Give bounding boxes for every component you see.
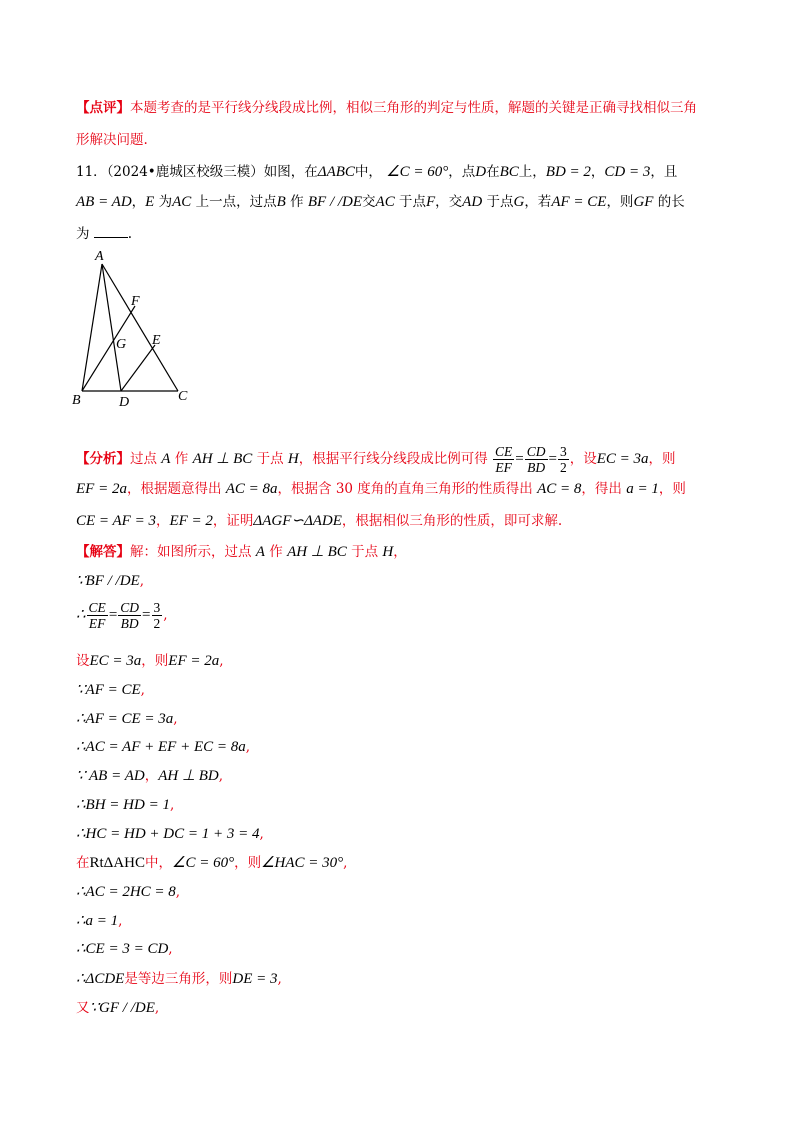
comma: , (219, 653, 224, 669)
math-expr: G (513, 194, 525, 210)
comment-text-2: 形解决问题. (76, 132, 148, 148)
problem-number: 11． (76, 164, 107, 180)
math-expr: AD (462, 194, 483, 210)
problem-text: 的长 (657, 194, 685, 210)
problem-text: 上一点，过点 (195, 194, 277, 210)
math-expr: B (276, 194, 286, 210)
solution-line-12 (76, 911, 122, 931)
math-expr: ∴HC = HD + DC = 1 + 3 = 4 (76, 826, 260, 842)
problem-text: 为 (76, 226, 90, 242)
comma: , (169, 797, 175, 813)
solution-line-5 (76, 709, 178, 729)
problem-text: 中， (354, 164, 382, 180)
analysis-text: ，根据平行线分线段成比例可得 (298, 451, 488, 467)
math-expr: ΔABC (317, 164, 355, 180)
solution-line-14 (76, 969, 282, 989)
fraction-cd-bd: $\frac{CD}{BD}$ (120, 600, 140, 631)
analysis-text: ，得出 (581, 481, 622, 497)
math-expr: AC (375, 194, 395, 210)
problem-text: ，交 (435, 194, 463, 210)
comment-tag: 【点评】 (76, 100, 130, 116)
solution-text: 解：如图所示，过点 (130, 544, 252, 560)
math-expr: a = 1 (626, 481, 659, 497)
math-expr: ∴CE = 3 = CD (76, 941, 169, 957)
comma: ， (144, 768, 159, 784)
solution-text: 在 (76, 855, 90, 871)
problem-text: 交 (362, 194, 376, 210)
problem-text: ，点 (448, 164, 476, 180)
analysis-text: ，根据相似三角形的性质，即可求解. (341, 513, 563, 529)
comma: , (154, 1000, 160, 1016)
problem-text: 于点 (399, 194, 426, 210)
solution-text: ，则 (234, 855, 262, 871)
solution-line-11 (76, 882, 180, 902)
solution-line-2: ∴ $\frac{CE}{EF}$ = $\frac{CD}{BD}$ = $\frac{3}{2}$ , (76, 600, 168, 631)
solution-line-6 (76, 737, 250, 757)
analysis-text: ，证明 (212, 513, 254, 529)
solution-line-10 (76, 853, 347, 873)
fraction-cd-bd: $\frac{CD}{BD}$ (526, 444, 546, 475)
solution-text: 又 (76, 1000, 90, 1016)
problem-text: 于点 (486, 194, 514, 210)
math-expr: A (255, 544, 265, 560)
math-expr: ∴a = 1 (76, 913, 119, 929)
math-expr: ∴AF = CE = 3a (76, 711, 174, 727)
solution-line-8 (76, 795, 174, 815)
math-expr: ∵ AB = AD (76, 768, 145, 784)
math-expr: AC = 8 (537, 481, 582, 497)
math-expr: BC (499, 164, 519, 180)
solution-text: 设 (76, 653, 90, 669)
comment-line-2 (76, 130, 148, 150)
math-expr: H (287, 451, 299, 467)
math-expr: EC = 3a (89, 653, 142, 669)
answer-blank (94, 225, 128, 238)
label-D: D (119, 395, 130, 408)
math-expr: EC = 3a (596, 451, 649, 467)
solution-line-13 (76, 939, 173, 959)
problem-text: 作 (290, 194, 304, 210)
comma: , (175, 884, 181, 900)
math-expr: A (161, 451, 171, 467)
solution-line-1 (76, 571, 144, 591)
segment-AB (82, 264, 102, 391)
problem-text: ，且 (650, 164, 678, 180)
math-expr: AB = AD (76, 194, 132, 210)
geometry-figure (70, 248, 200, 408)
solution-text: 于点 (351, 544, 379, 560)
solution-line-3 (76, 651, 224, 671)
analysis-tag: 【分析】 (76, 451, 130, 467)
label-F: F (131, 294, 140, 309)
comment-text-1: 本题考查的是平行线分线段成比例，相似三角形的判定与性质，解题的关键是正确寻找相似三角 (130, 100, 697, 116)
solution-text: 作 (269, 544, 283, 560)
problem-text: ， (590, 164, 605, 180)
math-expr: ∵BF / /DE (76, 573, 140, 589)
math-expr: DE = 3 (232, 971, 278, 987)
fraction-ce-ef: $\frac{CE}{EF}$ (495, 444, 513, 475)
problem-text: 上， (518, 164, 546, 180)
comma: , (173, 711, 178, 727)
comma: , (218, 768, 224, 784)
math-expr: ∴ΔCDE (76, 971, 125, 987)
solution-text: ， (393, 544, 407, 560)
math-expr: AH ⊥ BC (192, 451, 253, 467)
comma: , (277, 971, 282, 987)
label-G: G (116, 337, 127, 352)
solution-line-9 (76, 824, 264, 844)
fraction-3-2: $\frac{3}{2}$ (153, 600, 161, 631)
comma: , (343, 855, 348, 871)
comma: , (163, 607, 168, 623)
fraction-ce-ef: $\frac{CE}{EF}$ (88, 600, 106, 631)
math-expr: CD = 3 (604, 164, 651, 180)
solution-line-0 (76, 542, 407, 562)
math-expr: E (145, 194, 155, 210)
math-expr: EF = 2 (169, 513, 213, 529)
math-expr: ΔAGF∽ΔADE (253, 513, 342, 529)
solution-line-15 (76, 998, 159, 1018)
analysis-line-1: 【分析】过点 A 作 AH ⊥ BC 于点 H，根据平行线分线段成比例可得 $\frac{CE}{EF}$ = $\frac{CD}{BD}$ = $\frac{3}{2}$ ，设EC = 3a，则 (76, 444, 676, 475)
label-A: A (95, 249, 104, 264)
solution-tag: 【解答】 (76, 544, 130, 560)
math-expr: ∴ (76, 607, 86, 623)
analysis-text: ，则 (658, 481, 686, 497)
math-expr: ∴BH = HD = 1 (76, 797, 170, 813)
analysis-text: ，则 (648, 451, 676, 467)
problem-text: ，则 (606, 194, 634, 210)
math-expr: F (426, 194, 436, 210)
math-expr: CE = AF = 3 (76, 513, 156, 529)
math-expr: ∴AC = AF + EF + EC = 8a (76, 739, 246, 755)
analysis-line-3 (76, 511, 562, 531)
comma: , (139, 573, 144, 589)
math-expr: RtΔAHC (89, 855, 145, 871)
problem-line-3: 为 . (76, 226, 133, 242)
math-expr: ∠HAC = 30° (261, 855, 344, 871)
math-expr: AH ⊥ BC (287, 544, 347, 560)
math-expr: EF = 2a (76, 481, 127, 497)
problem-text: ，若 (524, 194, 552, 210)
comma: , (168, 941, 173, 957)
segment-BF (82, 306, 135, 391)
solution-text: 是等边三角形，则 (124, 971, 233, 987)
segment-AC (102, 264, 178, 391)
analysis-text: 作 (174, 451, 189, 467)
solution-line-4 (76, 680, 145, 700)
solution-text: ，则 (141, 653, 169, 669)
math-expr: ∠C = 60° (386, 164, 449, 180)
analysis-text: ，根据题意得出 (126, 481, 222, 497)
analysis-text: ， (155, 513, 170, 529)
comma: , (245, 739, 251, 755)
problem-source: （2024•鹿城区校级三模） (106, 164, 264, 180)
comma: , (140, 682, 145, 698)
analysis-line-2 (76, 479, 686, 499)
math-expr: BD = 2 (545, 164, 591, 180)
math-expr: ∵AF = CE (76, 682, 141, 698)
segment-AD (102, 264, 121, 391)
solution-text: 中， (145, 855, 172, 871)
solution-line-7 (76, 766, 223, 786)
analysis-text: ，根据含 30 度角的直角三角形的性质得出 (277, 481, 533, 497)
math-expr: AC = 8a (225, 481, 278, 497)
analysis-text: 过点 (130, 451, 157, 467)
comma: , (118, 913, 123, 929)
label-E: E (152, 333, 161, 348)
problem-line-1 (76, 162, 677, 182)
problem-line-2 (76, 192, 685, 212)
problem-text: 为 (158, 194, 173, 210)
analysis-text: 于点 (256, 451, 284, 467)
math-expr: ∠C = 60° (172, 855, 235, 871)
label-B: B (72, 393, 81, 408)
analysis-text: ，设 (569, 451, 597, 467)
problem-text: ， (131, 194, 146, 210)
fraction-3-2: $\frac{3}{2}$ (560, 444, 567, 475)
label-C: C (178, 389, 188, 404)
problem-text: 在 (486, 164, 500, 180)
math-expr: AH ⊥ BD (158, 768, 219, 784)
math-expr: GF (633, 194, 654, 210)
math-expr: H (382, 544, 394, 560)
math-expr: ∴AC = 2HC = 8 (76, 884, 176, 900)
math-expr: AC (172, 194, 192, 210)
math-expr: EF = 2a (168, 653, 220, 669)
comma: , (259, 826, 264, 842)
problem-text: 如图，在 (263, 164, 318, 180)
math-expr: ∵GF / /DE (89, 1000, 155, 1016)
math-expr: D (475, 164, 487, 180)
comment-line-1 (76, 98, 697, 118)
math-expr: AF = CE (551, 194, 607, 210)
math-expr: BF / /DE (307, 194, 363, 210)
